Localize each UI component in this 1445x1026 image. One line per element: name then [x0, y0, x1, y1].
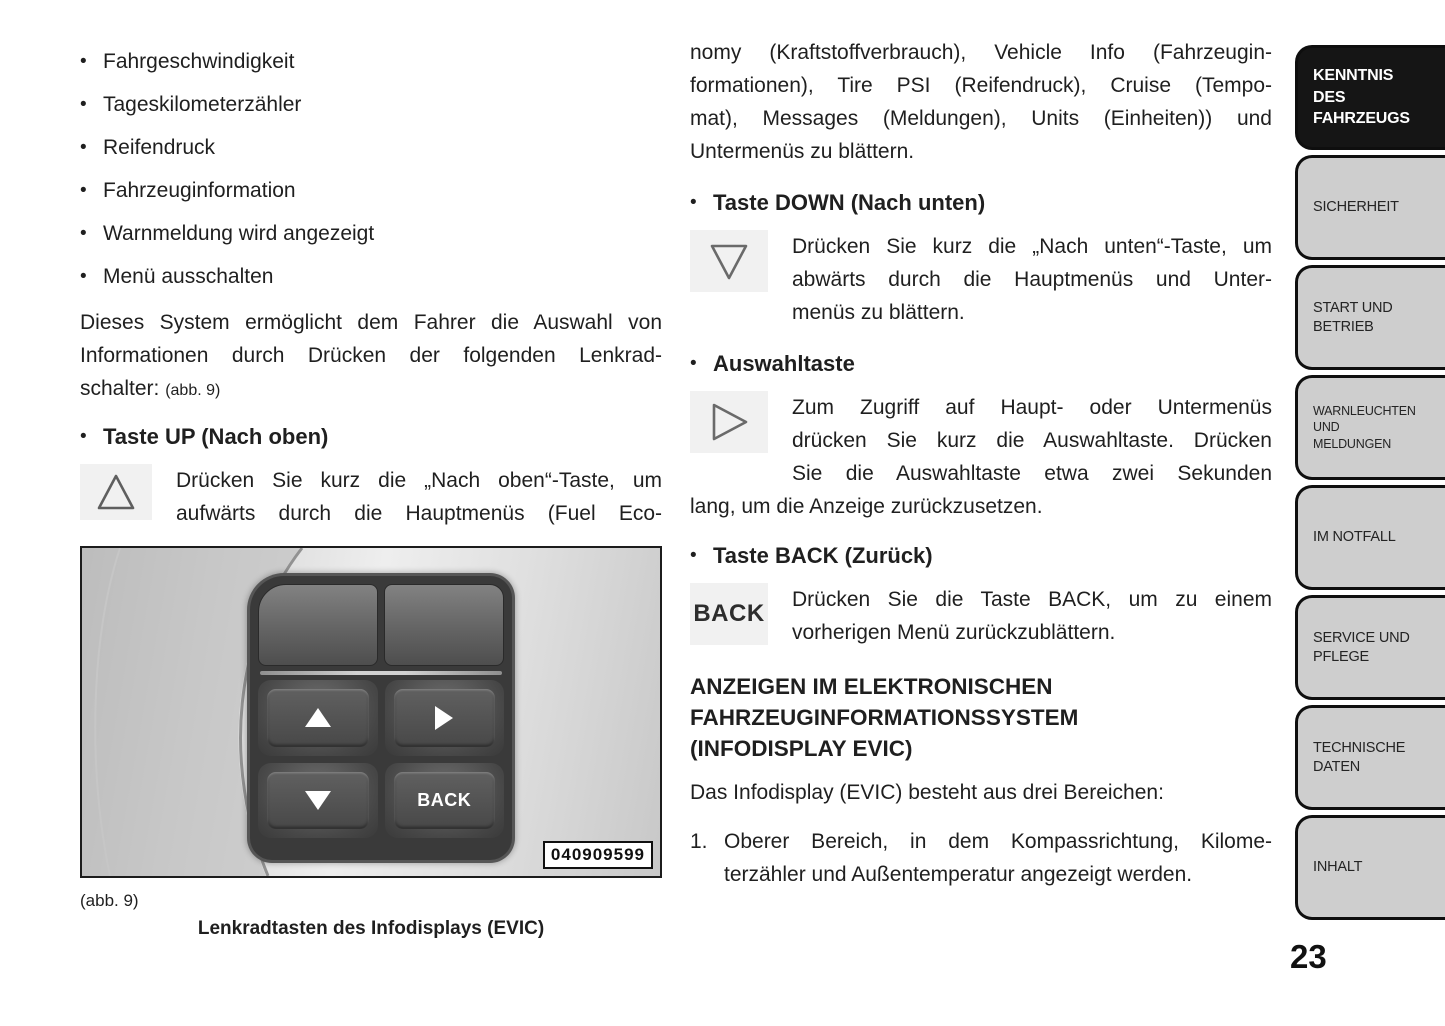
item-title-label: Taste BACK (Zurück): [713, 543, 933, 568]
bullet-icon: •: [690, 192, 697, 213]
list-item: [80, 48, 662, 75]
tab-kenntnis-des-fahrzeugs: KENNTNIS DES FAHRZEUGS: [1295, 45, 1445, 150]
text-line: Drücken Sie die Taste BACK, um zu einem: [792, 588, 1272, 611]
item-up-text: [176, 464, 662, 530]
bullet-icon: •: [80, 180, 87, 201]
tab-im-notfall: IM NOTFALL: [1295, 485, 1445, 590]
figure-caption: Lenkradtasten des Infodisplays (EVIC): [197, 918, 545, 939]
panel-divider: [260, 671, 502, 675]
list-item-label: Fahrzeuginformation: [103, 179, 296, 202]
blank-switch-left: [258, 584, 378, 666]
item-title-down: [690, 188, 1272, 218]
bullet-icon: •: [690, 545, 697, 566]
bullet-icon: •: [80, 266, 87, 287]
list-item: [80, 91, 662, 118]
intro-paragraph-lines: [80, 306, 662, 372]
figure-caption-ref: (abb. 9): [80, 891, 139, 910]
intro-text: schalter:: [80, 377, 166, 400]
numbered-item-1: [690, 825, 1272, 891]
text-line: vorherigen Menü zurückzublättern.: [792, 621, 1116, 644]
section-heading: [690, 671, 1272, 764]
item-back: [690, 583, 1272, 649]
text-line: Oberer Bereich, in dem Kompassrichtung, Kilome-: [724, 830, 1272, 853]
figure-evic-buttons: [80, 546, 662, 878]
page-number: 23: [1290, 938, 1327, 975]
text-line: Drücken Sie kurz die „Nach oben“-Taste, um: [176, 469, 662, 492]
intro-paragraph-lastline: [80, 372, 662, 407]
evic-paragraph: Das Infodisplay (EVIC) besteht aus drei Bereichen:: [690, 781, 1164, 804]
left-column: [80, 42, 662, 940]
bullet-icon: •: [80, 137, 87, 158]
item-select: [690, 391, 1272, 490]
item-up: [80, 464, 662, 530]
continuation-paragraph: [690, 36, 1272, 168]
figure-reference: (abb. 9): [165, 382, 221, 399]
text-line: nomy (Kraftstoffverbrauch), Vehicle Info (Fahrzeugin-: [690, 41, 1272, 64]
blank-switch-right: [384, 584, 504, 666]
text-line: ANZEIGEN IM ELEKTRONISCHEN: [690, 674, 1053, 699]
item-title-up: [80, 422, 662, 452]
bullet-icon: •: [80, 223, 87, 244]
bullet-icon: •: [80, 426, 87, 447]
tab-warnleuchten-und-meldungen: WARNLEUCHTEN UND MELDUNGEN: [1295, 375, 1445, 480]
back-text-icon: BACK: [690, 583, 768, 645]
text-line: FAHRZEUGINFORMATIONSSYSTEM: [690, 705, 1079, 730]
text-line: Dieses System ermöglicht dem Fahrer die Auswahl von: [80, 311, 662, 334]
list-item-label: Reifendruck: [103, 136, 216, 159]
intro-paragraph: [80, 306, 662, 407]
list-item-label: Menü ausschalten: [103, 265, 274, 288]
tab-technische-daten: TECHNISCHE DATEN: [1295, 705, 1445, 810]
list-item: [80, 220, 662, 247]
list-item-label: Tageskilometerzähler: [103, 93, 302, 116]
item-down-text: [792, 230, 1272, 329]
text-line: Zum Zugriff auf Haupt- oder Untermenüs: [792, 396, 1272, 419]
switch-band: [258, 584, 504, 666]
text-line: abwärts durch die Hauptmenüs und Unter-: [792, 268, 1272, 291]
item-back-text: [792, 583, 1272, 649]
text-line: formationen), Tire PSI (Reifendruck), Cruise (Tempo-: [690, 74, 1272, 97]
list-item: [80, 177, 662, 204]
right-column: [690, 36, 1272, 891]
text-line: terzähler und Außentemperatur angezeigt werden.: [724, 863, 1193, 886]
text-line: Informationen durch Drücken der folgenden Lenkrad-: [80, 344, 662, 367]
back-button: [385, 763, 505, 839]
text-line: (INFODISPLAY EVIC): [690, 736, 913, 761]
tab-start-und-betrieb: START UND BETRIEB: [1295, 265, 1445, 370]
list-item-label: Fahrgeschwindigkeit: [103, 50, 295, 73]
item-down: [690, 230, 1272, 329]
chapter-tab-index: [1295, 45, 1445, 925]
button-grid: [258, 680, 504, 838]
item-number: 1.: [690, 830, 708, 853]
select-button: [385, 680, 505, 756]
item-title-label: Auswahltaste: [713, 351, 855, 376]
down-triangle-icon: [690, 230, 768, 292]
up-triangle-icon: [80, 464, 152, 520]
text-line: Sie die Auswahltaste etwa zwei Sekunden: [792, 462, 1272, 485]
up-arrow-icon: [305, 708, 331, 727]
item-title-label: Taste DOWN (Nach unten): [713, 190, 986, 215]
tab-sicherheit: SICHERHEIT: [1295, 155, 1445, 260]
text-line: drücken Sie kurz die Auswahltaste. Drücken: [792, 429, 1272, 452]
list-item: [80, 263, 662, 290]
figure-code: 040909599: [543, 841, 653, 869]
button-cluster: [250, 576, 512, 860]
item-select-tail: lang, um die Anzeige zurückzusetzen.: [690, 495, 1043, 518]
text-line: aufwärts durch die Hauptmenüs (Fuel Eco-: [176, 502, 662, 525]
bullet-icon: •: [80, 94, 87, 115]
item-select-text: [792, 391, 1272, 490]
down-arrow-icon: [305, 791, 331, 810]
down-button: [258, 763, 378, 839]
list-item: [80, 134, 662, 161]
text-line: menüs zu blättern.: [792, 301, 965, 324]
up-button: [258, 680, 378, 756]
text-line: Drücken Sie kurz die „Nach unten“-Taste, um: [792, 235, 1272, 258]
right-arrow-icon: [435, 706, 453, 730]
tab-inhalt: INHALT: [1295, 815, 1445, 920]
bullet-icon: •: [80, 51, 87, 72]
info-list: [80, 48, 662, 290]
item-title-label: Taste UP (Nach oben): [103, 424, 329, 449]
right-triangle-icon: [690, 391, 768, 453]
tab-service-und-pflege: SERVICE UND PFLEGE: [1295, 595, 1445, 700]
item-title-select: [690, 349, 1272, 379]
item-title-back: [690, 541, 1272, 571]
text-line: Untermenüs zu blättern.: [690, 140, 915, 163]
back-button-label: BACK: [417, 789, 472, 810]
bullet-icon: •: [690, 353, 697, 374]
text-line: mat), Messages (Meldungen), Units (Einheiten)) und: [690, 107, 1272, 130]
numbered-item-text: [724, 825, 1272, 891]
list-item-label: Warnmeldung wird angezeigt: [103, 222, 375, 245]
